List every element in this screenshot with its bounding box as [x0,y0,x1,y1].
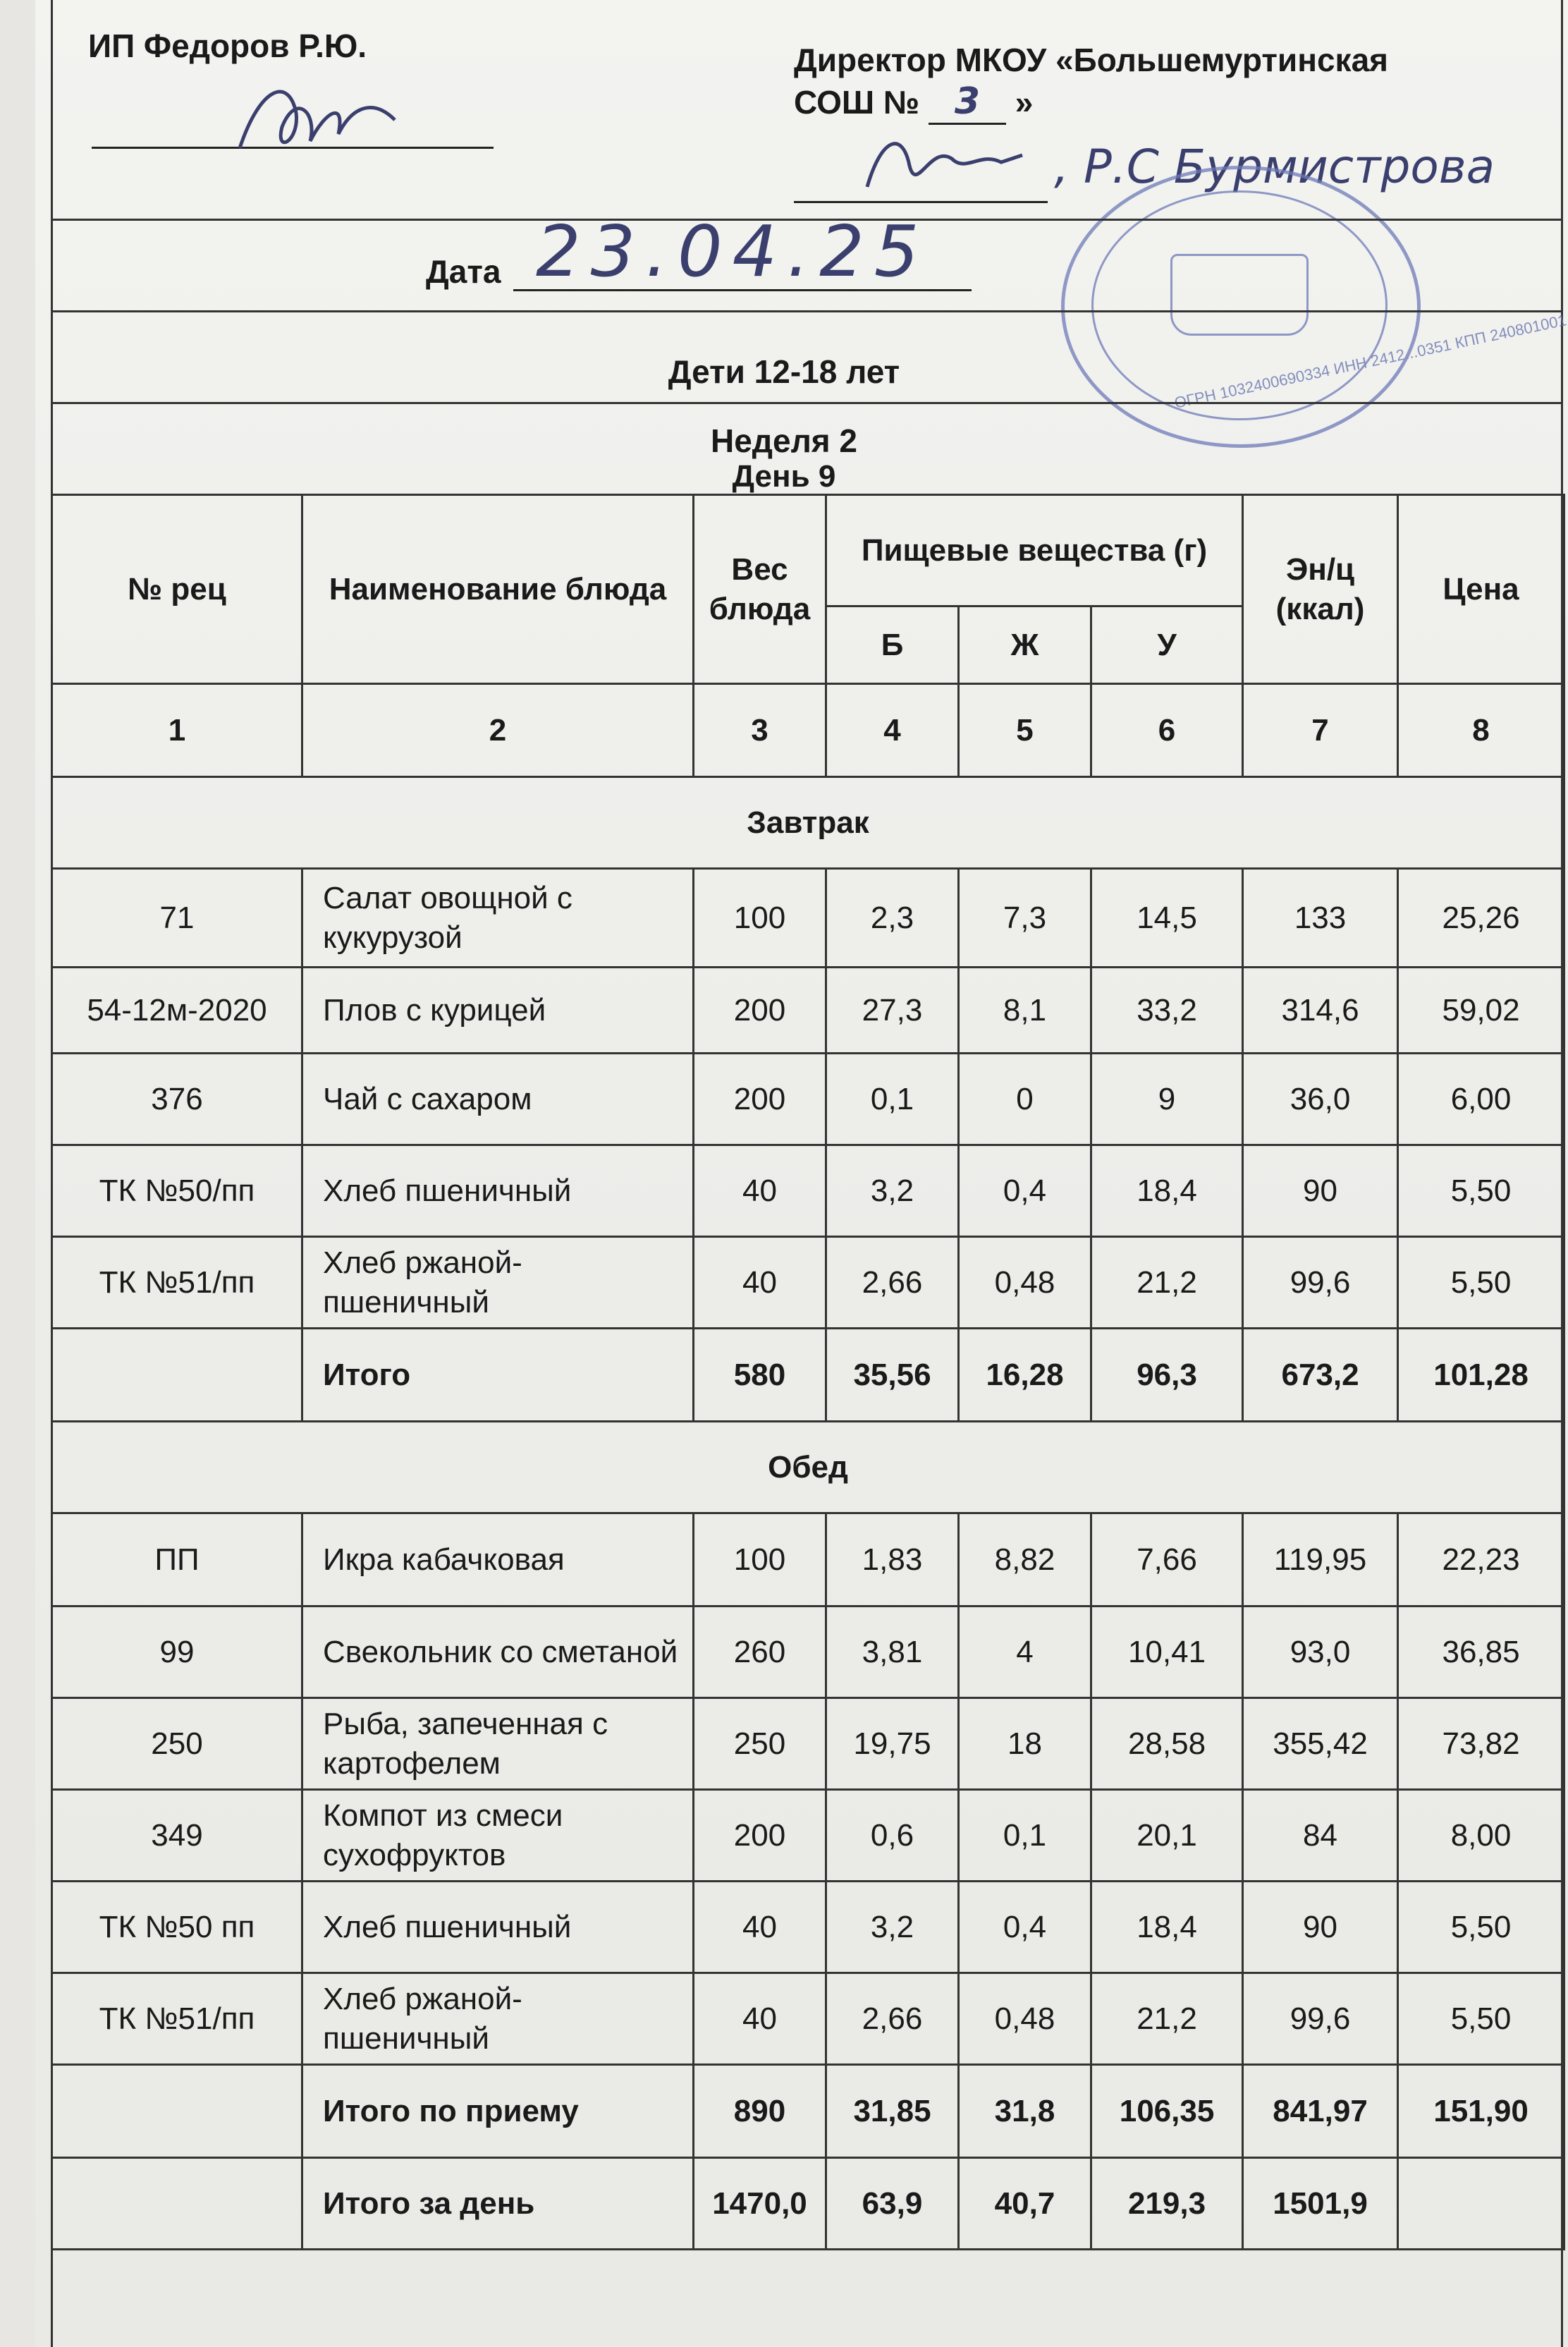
table-row [52,1237,1564,1329]
day-label: День 9 [732,459,836,494]
rec-no: 376 [52,1054,302,1145]
rec-no: ТК №51/пп [52,1973,302,2065]
total-energy: 673,2 [1243,1329,1398,1422]
day-total-weight: 1470,0 [694,2158,826,2250]
total-protein: 31,85 [826,2065,959,2158]
weight: 40 [694,1145,826,1237]
fat: 8,82 [959,1513,1091,1607]
fat: 0,48 [959,1973,1091,2065]
dish-name: Хлеб пшеничный [302,1145,694,1237]
divider [51,402,1563,404]
dish-name: Салат овощной с кукурузой [302,869,694,968]
total-fat: 31,8 [959,2065,1091,2158]
price: 5,50 [1398,1237,1564,1329]
protein: 2,66 [826,1237,959,1329]
carbs: 18,4 [1091,1145,1243,1237]
fat: 0,48 [959,1237,1091,1329]
total-fat: 16,28 [959,1329,1091,1422]
director-title-line1: Директор МКОУ «Большемуртинская [794,42,1389,78]
header-price: Цена [1398,495,1564,684]
total-weight: 890 [694,2065,826,2158]
divider [51,310,1563,312]
weight: 260 [694,1607,826,1698]
carbs: 20,1 [1091,1790,1243,1882]
rec-no: 349 [52,1790,302,1882]
supplier-signature [233,71,416,176]
col-number: 1 [52,684,302,777]
rec-no: 250 [52,1698,302,1790]
protein: 2,66 [826,1973,959,2065]
price: 22,23 [1398,1513,1564,1607]
price: 25,26 [1398,869,1564,968]
price: 5,50 [1398,1145,1564,1237]
breakfast-total-row [52,1329,1564,1422]
table-row [52,1054,1564,1145]
energy: 84 [1243,1790,1398,1882]
table-row [52,1513,1564,1607]
fat: 0 [959,1054,1091,1145]
table-row [52,1145,1564,1237]
rec-no: ТК №51/пп [52,1237,302,1329]
dish-name: Хлеб ржаной-пшеничный [302,1237,694,1329]
rec-no-empty [52,2158,302,2250]
price: 5,50 [1398,1882,1564,1973]
weight: 200 [694,968,826,1054]
energy: 355,42 [1243,1698,1398,1790]
total-energy: 841,97 [1243,2065,1398,2158]
school-suffix: » [1015,84,1034,121]
total-weight: 580 [694,1329,826,1422]
dish-name: Рыба, запеченная с картофелем [302,1698,694,1790]
energy: 90 [1243,1145,1398,1237]
protein: 0,1 [826,1054,959,1145]
energy: 314,6 [1243,968,1398,1054]
header-energy: Эн/ц (ккал) [1243,495,1398,684]
carbs: 28,58 [1091,1698,1243,1790]
weight: 40 [694,1237,826,1329]
school-number: 3 [929,80,1006,125]
header-dish-name: Наименование блюда [302,495,694,684]
price: 6,00 [1398,1054,1564,1145]
date-label: Дата [426,253,501,290]
day-total-label: Итого за день [302,2158,694,2250]
dish-name: Хлеб ржаной-пшеничный [302,1973,694,2065]
supplier-name: ИП Федоров Р.Ю. [88,28,367,64]
col-number: 6 [1091,684,1243,777]
day-total-protein: 63,9 [826,2158,959,2250]
table-row [52,1882,1564,1973]
day-total-price [1398,2158,1564,2250]
age-group: Дети 12-18 лет [668,353,900,390]
rec-no-empty [52,1329,302,1422]
dish-name: Хлеб пшеничный [302,1882,694,1973]
total-price: 101,28 [1398,1329,1564,1422]
energy: 90 [1243,1882,1398,1973]
table-row [52,968,1564,1054]
price: 5,50 [1398,1973,1564,2065]
dish-name: Свекольник со сметаной [302,1607,694,1698]
total-price: 151,90 [1398,2065,1564,2158]
school-prefix: СОШ № [794,84,920,121]
energy: 93,0 [1243,1607,1398,1698]
carbs: 21,2 [1091,1973,1243,2065]
weight: 100 [694,869,826,968]
header-carbs: У [1091,606,1243,684]
price: 59,02 [1398,968,1564,1054]
protein: 2,3 [826,869,959,968]
price: 8,00 [1398,1790,1564,1882]
fat: 4 [959,1607,1091,1698]
lunch-total-row [52,2065,1564,2158]
table-row [52,1973,1564,2065]
weight: 40 [694,1973,826,2065]
col-number: 4 [826,684,959,777]
rec-no: 99 [52,1607,302,1698]
protein: 27,3 [826,968,959,1054]
col-number: 5 [959,684,1091,777]
protein: 3,2 [826,1145,959,1237]
weight: 200 [694,1054,826,1145]
rec-no: ТК №50/пп [52,1145,302,1237]
director-signature-name: , Р.С Бурмистрова [1054,140,1495,194]
rec-no-empty [52,2065,302,2158]
director-signature [860,123,1029,201]
fat: 0,4 [959,1882,1091,1973]
header-nutrients: Пищевые вещества (г) [826,495,1243,606]
day-total-energy: 1501,9 [1243,2158,1398,2250]
header-rec-no: № рец [52,495,302,684]
carbs: 14,5 [1091,869,1243,968]
fat: 0,1 [959,1790,1091,1882]
fat: 0,4 [959,1145,1091,1237]
protein: 19,75 [826,1698,959,1790]
weight: 40 [694,1882,826,1973]
col-number: 2 [302,684,694,777]
week-label: Неделя 2 [710,422,857,459]
header-fat: Ж [959,606,1091,684]
breakfast-section-title: Завтрак [52,777,1564,869]
price: 73,82 [1398,1698,1564,1790]
carbs: 9 [1091,1054,1243,1145]
energy: 36,0 [1243,1054,1398,1145]
energy: 133 [1243,869,1398,968]
total-carbs: 106,35 [1091,2065,1243,2158]
stamp-book-emblem [1170,254,1309,336]
total-label: Итого [302,1329,694,1422]
date-value: 23.04.25 [536,210,929,293]
fat: 18 [959,1698,1091,1790]
protein: 1,83 [826,1513,959,1607]
stamp-text: ОГРН 1032400690334 ИНН 2412...0351 КПП 240801001 [1172,311,1568,412]
carbs: 18,4 [1091,1882,1243,1973]
day-total-row [52,2158,1564,2250]
director-signature-line [794,201,1048,203]
col-number: 3 [694,684,826,777]
director-title-line2 [794,80,1033,125]
total-label: Итого по приему [302,2065,694,2158]
energy: 99,6 [1243,1973,1398,2065]
rec-no: 54-12м-2020 [52,968,302,1054]
energy: 119,95 [1243,1513,1398,1607]
day-total-fat: 40,7 [959,2158,1091,2250]
protein: 0,6 [826,1790,959,1882]
energy: 99,6 [1243,1237,1398,1329]
carbs: 10,41 [1091,1607,1243,1698]
dish-name: Чай с сахаром [302,1054,694,1145]
protein: 3,2 [826,1882,959,1973]
day-total-carbs: 219,3 [1091,2158,1243,2250]
col-number: 8 [1398,684,1564,777]
rec-no: ТК №50 пп [52,1882,302,1973]
weight: 100 [694,1513,826,1607]
table-row [52,1698,1564,1790]
carbs: 7,66 [1091,1513,1243,1607]
table-row [52,869,1564,968]
price: 36,85 [1398,1607,1564,1698]
total-protein: 35,56 [826,1329,959,1422]
carbs: 33,2 [1091,968,1243,1054]
dish-name: Икра кабачковая [302,1513,694,1607]
weight: 250 [694,1698,826,1790]
total-carbs: 96,3 [1091,1329,1243,1422]
header-protein: Б [826,606,959,684]
lunch-section-title: Обед [52,1422,1564,1513]
menu-table [51,494,1565,2250]
carbs: 21,2 [1091,1237,1243,1329]
header-weight: Вес блюда [694,495,826,684]
col-number: 7 [1243,684,1398,777]
fat: 7,3 [959,869,1091,968]
table-row [52,1790,1564,1882]
rec-no: ПП [52,1513,302,1607]
rec-no: 71 [52,869,302,968]
fat: 8,1 [959,968,1091,1054]
weight: 200 [694,1790,826,1882]
table-row [52,1607,1564,1698]
dish-name: Компот из смеси сухофруктов [302,1790,694,1882]
protein: 3,81 [826,1607,959,1698]
dish-name: Плов с курицей [302,968,694,1054]
